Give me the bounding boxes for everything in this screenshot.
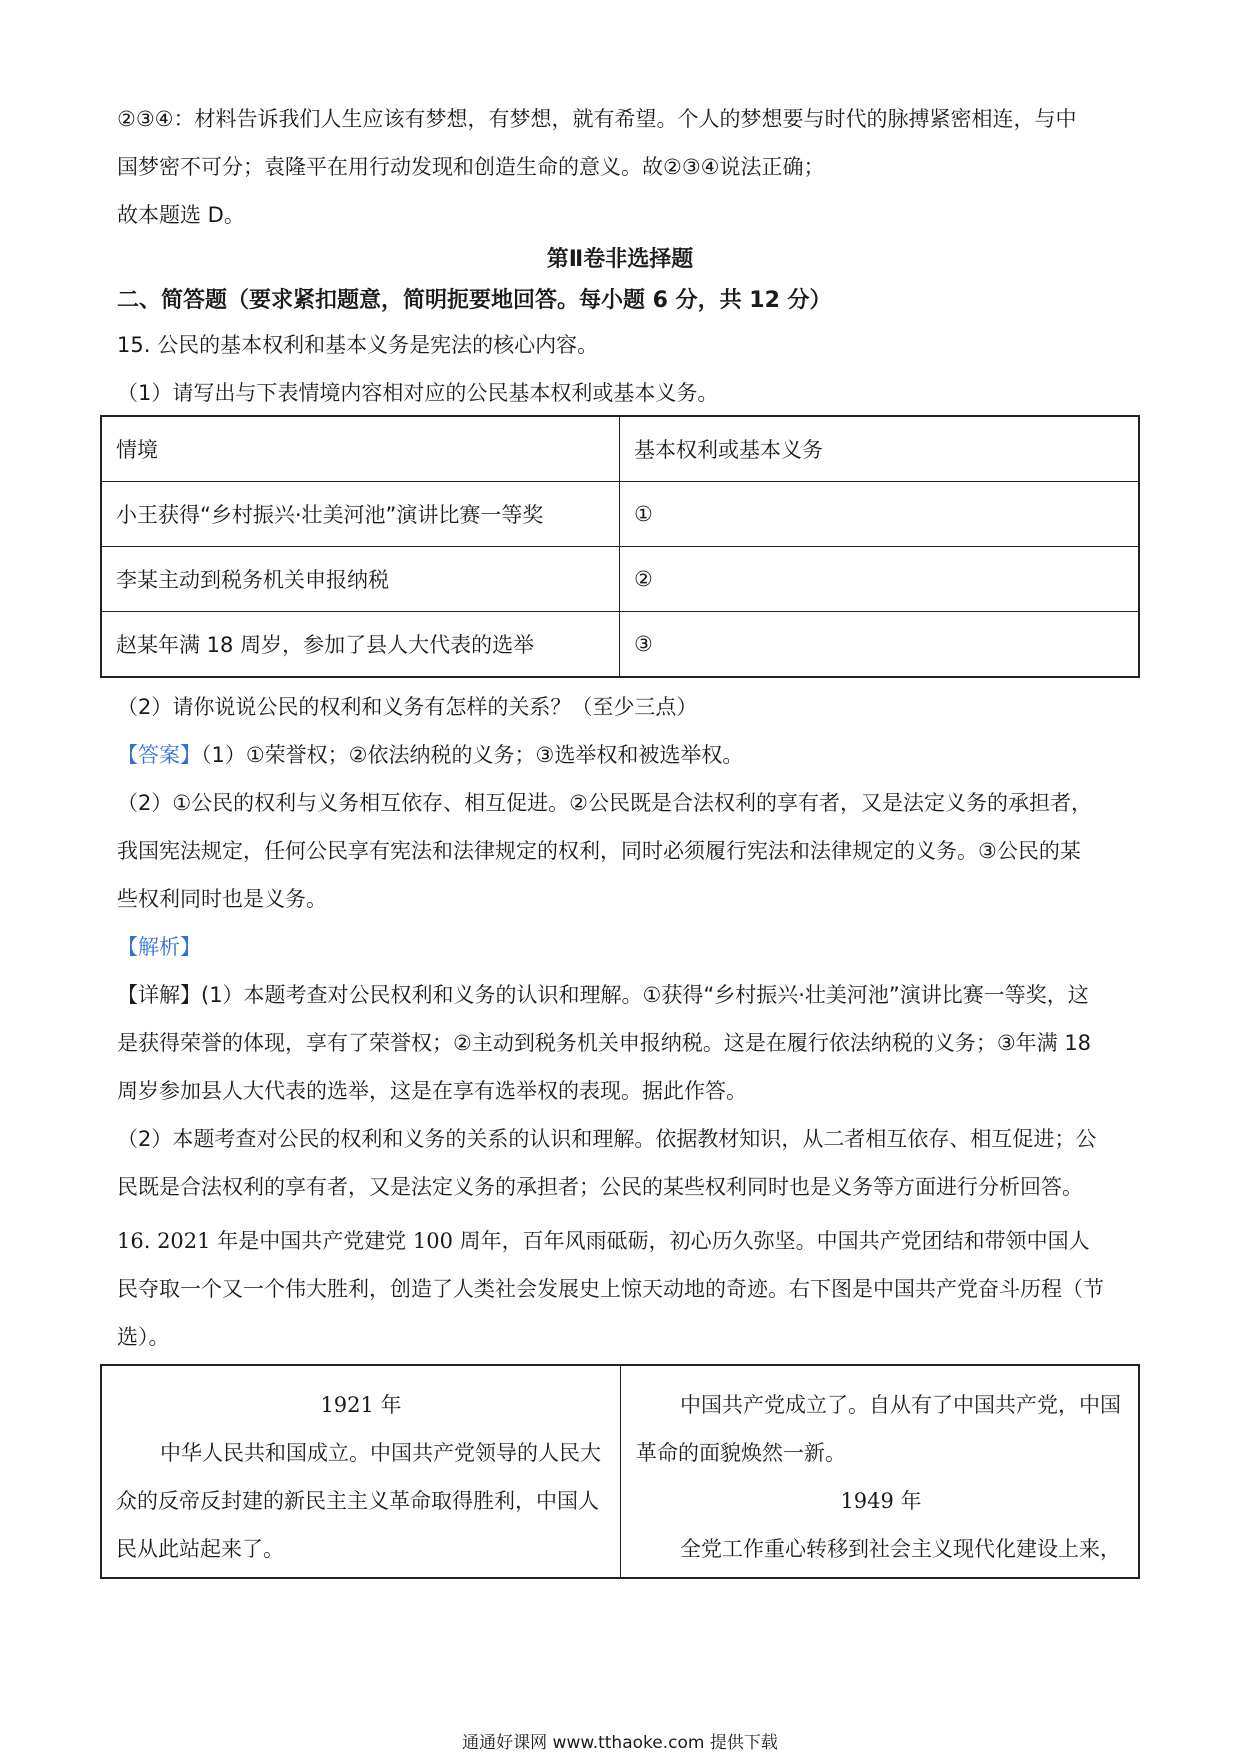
part-heading: 二、简答题（要求紧扣题意，简明扼要地回答。每小题 6 分，共 12 分） bbox=[117, 288, 832, 313]
left-line-2: 众的反帝反封建的新民主主义革命取得胜利，中国人 bbox=[116, 1489, 599, 1513]
q15-sub1: （1）请写出与下表情境内容相对应的公民基本权利或基本义务。 bbox=[117, 381, 719, 405]
detail-line-3: 周岁参加县人大代表的选举，这是在享有选举权的表现。据此作答。 bbox=[117, 1079, 747, 1103]
table-cell: 李某主动到税务机关申报纳税 bbox=[101, 547, 620, 612]
table-header-cell: 基本权利或基本义务 bbox=[620, 416, 1140, 482]
table-header-cell: 情境 bbox=[101, 416, 620, 482]
table-row bbox=[101, 482, 1139, 547]
answer2-line-2: 我国宪法规定，任何公民享有宪法和法律规定的权利，同时必须履行宪法和法律规定的义务。③公民的某 bbox=[117, 839, 1081, 863]
intro-line-1: ②③④：材料告诉我们人生应该有梦想，有梦想，就有希望。个人的梦想要与时代的脉搏紧密相连，与中 bbox=[117, 107, 1077, 131]
q15-table bbox=[100, 415, 1140, 678]
table-row bbox=[101, 612, 1139, 678]
left-line-1: 中华人民共和国成立。中国共产党领导的人民大 bbox=[160, 1441, 601, 1465]
table-row bbox=[101, 547, 1139, 612]
table-cell: 赵某年满 18 周岁，参加了县人大代表的选举 bbox=[101, 612, 620, 678]
left-line-3: 民从此站起来了。 bbox=[116, 1537, 284, 1561]
table-cell: ② bbox=[620, 547, 1140, 612]
answer-line-1 bbox=[117, 740, 1135, 770]
right-line-3: 全党工作重心转移到社会主义现代化建设上来， bbox=[680, 1537, 1121, 1561]
table-cell: ③ bbox=[620, 612, 1140, 678]
right-year: 1949 年 bbox=[840, 1489, 922, 1513]
section-title: 第Ⅱ卷非选择题 bbox=[546, 247, 694, 272]
table-cell: ① bbox=[620, 482, 1140, 547]
table-header-row bbox=[101, 416, 1139, 482]
detail-line-1: 【详解】(1）本题考查对公民权利和义务的认识和理解。①获得“乡村振兴·壮美河池”演讲比赛一等奖，这 bbox=[117, 983, 1089, 1007]
q16-line-3: 选）。 bbox=[117, 1325, 170, 1349]
right-line-2: 革命的面貌焕然一新。 bbox=[636, 1441, 846, 1465]
left-year: 1921 年 bbox=[320, 1393, 402, 1417]
detail-line-5: 民既是合法权利的享有者，又是法定义务的承担者；公民的某些权利同时也是义务等方面进行分析回答。 bbox=[117, 1175, 1083, 1199]
intro-line-3: 故本题选 D。 bbox=[117, 203, 245, 227]
detail-line-4: （2）本题考查对公民的权利和义务的关系的认识和理解。依据教材知识，从二者相互依存、相互促进；公 bbox=[117, 1127, 1097, 1151]
answer-text: （1）①荣誉权；②依法纳税的义务；③选举权和被选举权。 bbox=[201, 743, 744, 767]
q16-timeline-table bbox=[100, 1364, 1140, 1579]
table-divider bbox=[620, 1366, 621, 1577]
intro-line-2: 国梦密不可分；袁隆平在用行动发现和创造生命的意义。故②③④说法正确； bbox=[117, 155, 825, 179]
right-line-1: 中国共产党成立了。自从有了中国共产党，中国 bbox=[680, 1393, 1121, 1417]
q16-line-1: 16. 2021 年是中国共产党建党 100 周年，百年风雨砥砺，初心历久弥坚。中国共产党团结和带领中国人 bbox=[117, 1229, 1090, 1253]
detail-line-2: 是获得荣誉的体现，享有了荣誉权；②主动到税务机关申报纳税。这是在履行依法纳税的义务；③年满 18 bbox=[117, 1031, 1092, 1055]
answer-tag: 【答案】 bbox=[117, 743, 201, 767]
answer2-line-1: （2）①公民的权利与义务相互依存、相互促进。②公民既是合法权利的享有者，又是法定义务的承担者， bbox=[117, 791, 1093, 815]
q16-line-2: 民夺取一个又一个伟大胜利，创造了人类社会发展史上惊天动地的奇迹。右下图是中国共产党奋斗历程（节 bbox=[117, 1277, 1104, 1301]
answer2-line-3: 些权利同时也是义务。 bbox=[117, 887, 327, 911]
analysis-tag: 【解析】 bbox=[117, 935, 201, 959]
page-footer: 通通好课网 www.tthaoke.com 提供下载 bbox=[462, 1733, 778, 1753]
q15-sub2: （2）请你说说公民的权利和义务有怎样的关系？（至少三点） bbox=[117, 695, 698, 719]
table-cell: 小王获得“乡村振兴·壮美河池”演讲比赛一等奖 bbox=[101, 482, 620, 547]
q15-stem: 15. 公民的基本权利和基本义务是宪法的核心内容。 bbox=[117, 333, 599, 357]
